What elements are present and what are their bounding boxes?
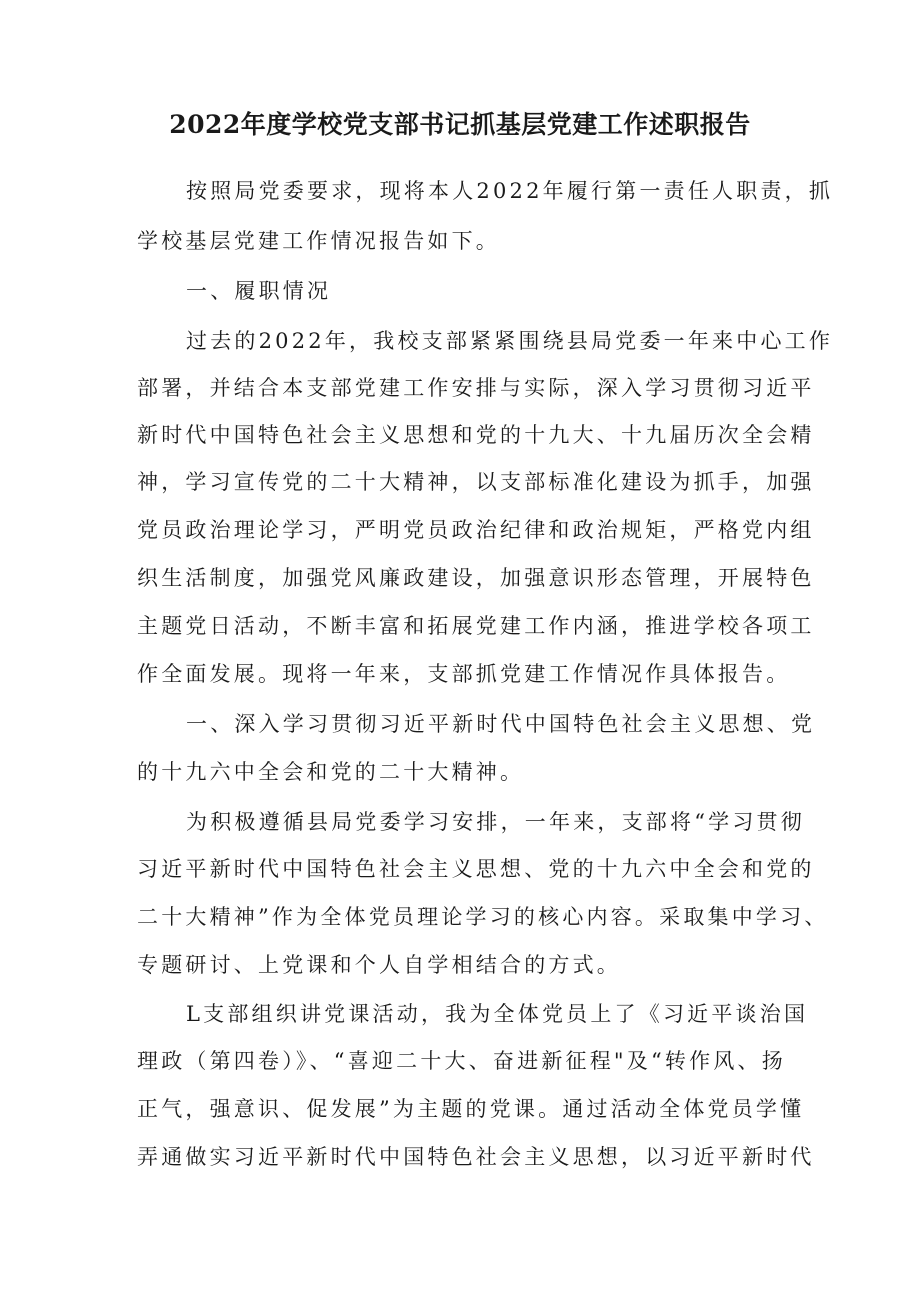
section-heading: 的十九六中全会和党的二十大精神。 [137,760,525,784]
section-heading: 一、履职情况 [186,279,332,303]
paragraph-line: 专题研讨、上党课和个人自学相结合的方式。 [137,953,621,977]
paragraph-line: 部署，并结合本支部党建工作安排与实际，深入学习贯彻习近平 [137,376,815,400]
paragraph-line: 新时代中国特色社会主义思想和党的十九大、十九届历次全会精 [137,423,815,447]
paragraph-line: 作全面发展。现将一年来，支部抓党建工作情况作具体报告。 [137,662,791,686]
paragraph-line: 织生活制度，加强党风廉政建设，加强意识形态管理，开展特色 [137,566,815,590]
paragraph-line: 为积极遵循县局党委学习安排，一年来，支部将“学习贯彻 [186,810,805,834]
paragraph-line: 理政（第四卷）》、“喜迎二十大、奋进新征程"及“转作风、扬 [137,1049,786,1073]
paragraph-line: L支部组织讲党课活动，我为全体党员上了《习近平谈治国 [186,1002,809,1026]
paragraph-line: 正气，强意识、促发展”为主题的党课。通过活动全体党员学懂 [137,1097,805,1121]
paragraph-line: 主题党日活动，不断丰富和拓展党建工作内涵，推进学校各项工 [137,614,815,638]
document-title: 2022年度学校党支部书记抓基层党建工作述职报告 [169,110,751,139]
paragraph-line: 党员政治理论学习，严明党员政治纪律和政治规矩，严格党内组 [137,518,815,542]
paragraph-line: 过去的2022年，我校支部紧紧围绕县局党委一年来中心工作 [186,329,834,353]
paragraph-line: 二十大精神”作为全体党员理论学习的核心内容。采取集中学习、 [137,905,829,929]
paragraph-line: 习近平新时代中国特色社会主义思想、党的十九六中全会和党的 [137,857,815,881]
section-heading: 一、深入学习贯彻习近平新时代中国特色社会主义思想、党 [186,712,816,736]
paragraph-line: 神，学习宣传党的二十大精神，以支部标准化建设为抓手，加强 [137,470,815,494]
paragraph-line: 按照局党委要求，现将本人2022年履行第一责任人职责，抓 [186,179,834,203]
paragraph-line: 学校基层党建工作情况报告如下。 [137,229,500,253]
paragraph-line: 弄通做实习近平新时代中国特色社会主义思想，以习近平新时代 [137,1145,815,1169]
